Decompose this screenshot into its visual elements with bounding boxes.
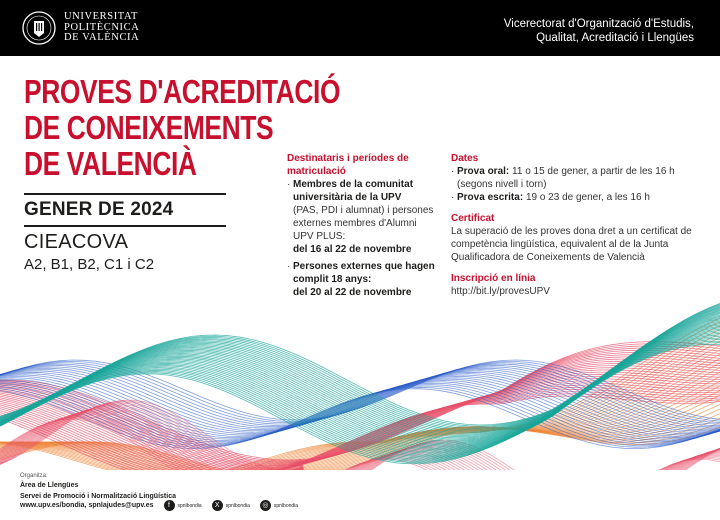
list-item — [287, 260, 437, 299]
list-item — [287, 178, 437, 256]
title-line-3: DE VALENCIÀ — [24, 145, 197, 182]
item1-bold: Membres de la comunitat universitària de la UPV — [293, 179, 414, 203]
list-item — [451, 165, 706, 191]
logo-line-2: POLITÈCNICA — [64, 21, 140, 33]
divider-bottom — [24, 225, 226, 227]
page-title — [24, 73, 341, 182]
item2-dates: del 20 al 22 de novembre — [293, 287, 412, 298]
dates-heading: Dates — [451, 153, 479, 164]
oral-note: (segons nivell i torn) — [457, 179, 547, 190]
logo-line-3: DE VALÈNCIA — [64, 32, 140, 44]
title-line-1: PROVES D'ACREDITACIÓ — [24, 73, 341, 110]
social-handle: spnlbondia — [273, 502, 299, 509]
instagram-icon: ◎ — [260, 500, 271, 511]
list-item — [451, 191, 706, 204]
destinataris-section — [287, 152, 437, 299]
vicerectorat-line-1: Vicerectorat d'Organització d'Estudis, — [503, 18, 694, 30]
levels-list: A2, B1, B2, C1 i C2 — [24, 256, 155, 273]
area-label: Àrea de Llengües — [20, 482, 79, 489]
title-line-2: DE CONEIXEMENTS — [24, 109, 274, 146]
contact-link[interactable]: www.upv.es/bondia, spnlajudes@upv.es — [20, 502, 154, 509]
decorative-waves — [0, 270, 720, 470]
service-label: Servei de Promoció i Normalització Lingüística — [20, 493, 176, 500]
divider-top — [24, 193, 226, 195]
oral-text: 11 o 15 de gener, a partir de les 16 h — [512, 166, 675, 177]
bullet-icon: · — [451, 166, 455, 177]
destinataris-heading: Destinataris i períodes de matriculació — [287, 153, 409, 177]
written-text: 19 o 23 de gener, a les 16 h — [525, 192, 650, 203]
vicerectorat-line-2: Qualitat, Acreditació i Llengües — [536, 32, 694, 44]
written-label: Prova escrita: — [457, 192, 524, 203]
org-name: CIEACOVA — [24, 231, 129, 253]
registration-link[interactable]: http://bit.ly/provesUPV — [451, 286, 550, 297]
header-bar — [0, 0, 720, 56]
social-links — [20, 500, 298, 511]
item2-bold: Persones externes que hagen complit 18 anys: — [293, 261, 435, 285]
facebook-icon: f — [164, 500, 175, 511]
oral-label: Prova oral: — [457, 166, 510, 177]
upv-logo[interactable] — [22, 11, 139, 45]
organitza-label: Organitza: — [20, 473, 48, 479]
item1-text: (PAS, PDI i alumnat) i persones externes membres d'Alumni UPV PLUS: — [293, 205, 434, 242]
registration-heading: Inscripció en línia — [451, 273, 536, 284]
bullet-icon: · — [451, 192, 455, 203]
certificate-heading: Certificat — [451, 213, 495, 224]
item1-dates: del 16 al 22 de novembre — [293, 244, 412, 255]
vicerectorat-label — [504, 17, 694, 45]
bullet-icon: · — [287, 179, 291, 190]
exam-date-heading: GENER DE 2024 — [24, 199, 174, 220]
social-instagram[interactable] — [260, 500, 298, 511]
social-facebook[interactable] — [164, 500, 202, 511]
university-name — [64, 12, 139, 44]
x-icon: X — [212, 500, 223, 511]
bullet-icon: · — [287, 261, 291, 272]
certificate-text: La superació de les proves dona dret a un certificat de competència lingüística, equivalent al de la Junta Qualificadora de Coneixements de Valencià — [451, 226, 692, 263]
upv-seal-icon — [22, 11, 56, 45]
info-section — [451, 152, 706, 298]
logo-line-1: UNIVERSITAT — [64, 11, 139, 23]
social-x[interactable] — [212, 500, 250, 511]
social-handle: spnlbondia — [225, 502, 250, 509]
social-handle: spnlbondia — [177, 502, 202, 509]
footer — [20, 472, 176, 502]
